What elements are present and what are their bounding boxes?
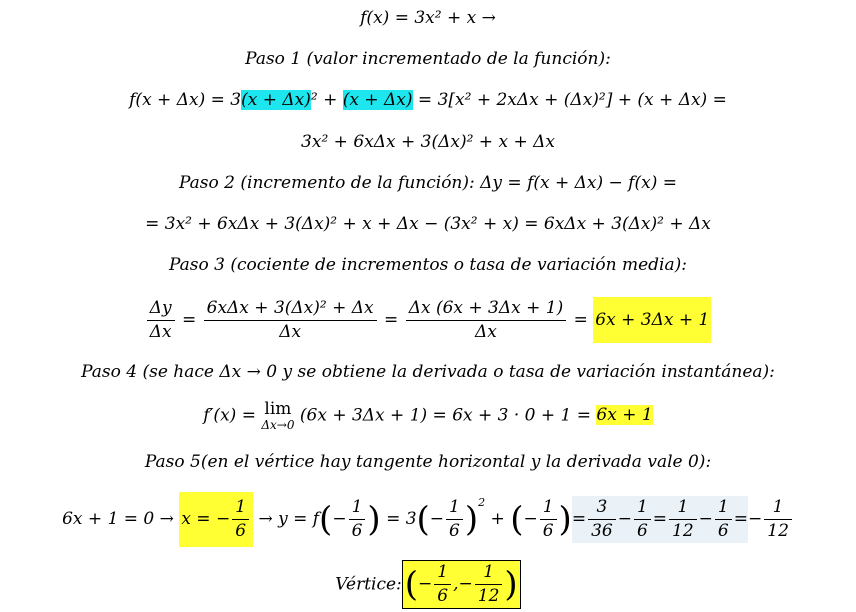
limit-expression: (6x + 3Δx + 1) = 6x + 3 · 0 + 1 =: [299, 405, 592, 426]
eq1-part-c: ² +: [310, 90, 343, 110]
exponent: 2: [478, 495, 486, 509]
equals-sign: =: [384, 309, 399, 330]
paren-open: (: [416, 499, 430, 540]
equation-step-1-expanded: [0, 132, 856, 152]
result-chain: [572, 496, 748, 543]
paren-close: ): [558, 499, 572, 540]
fraction-denominator: Δx: [149, 321, 172, 342]
fraction-denominator: 6: [449, 520, 460, 541]
x-value-highlight: [179, 492, 253, 547]
fraction-one-sixth: [434, 561, 451, 608]
fraction-numerator: 1: [475, 561, 503, 585]
vertex-label: Vértice:: [335, 574, 402, 595]
fraction-one-twelfth: [669, 496, 697, 543]
step-2-text: Paso 2 (incremento de la función): Δy = f(x + Δx) − f(x) =: [179, 173, 677, 193]
fraction-factored: [406, 297, 567, 344]
equals-sign: =: [571, 508, 587, 529]
fraction-one-twelfth: [475, 561, 503, 608]
fraction-numerator: Δx (6x + 3Δx + 1): [406, 297, 567, 321]
step-2-heading: [0, 173, 856, 193]
fraction-denominator: 6: [351, 520, 363, 541]
equation-function: [0, 8, 856, 28]
x-equals: x = −: [181, 508, 231, 529]
equation-step-3: [0, 297, 856, 344]
fraction-numerator: 1: [764, 496, 792, 520]
fraction-one-sixth: [349, 496, 366, 543]
fraction-numerator: 1: [446, 496, 463, 520]
fraction-numerator: 1: [540, 496, 557, 520]
paren-open: (: [404, 564, 419, 605]
step-3-heading: [0, 255, 856, 275]
step-4-heading: [0, 362, 856, 382]
fraction-one-sixth: [232, 496, 249, 543]
fraction-denominator: 6: [636, 520, 648, 541]
result-highlight: 6x + 3Δx + 1: [593, 297, 711, 343]
step-1-heading: [0, 49, 856, 69]
equals-sign: =: [652, 508, 668, 529]
fraction-denominator: Δx: [279, 321, 302, 342]
comma: ,: [453, 573, 459, 594]
paren-open: (: [510, 499, 524, 540]
step-5-text: Paso 5(en el vértice hay tangente horizontal y la derivada vale 0):: [144, 452, 712, 472]
fraction-three-thirtysix: [588, 496, 616, 543]
minus-sign: −: [332, 508, 347, 529]
eq1-highlight-1: (x + Δx): [241, 90, 311, 110]
equals-sign: =: [573, 309, 588, 330]
fraction-denominator: 12: [767, 520, 789, 541]
limit-operator: [261, 400, 294, 432]
fraction-denominator: Δx: [475, 321, 497, 342]
plus-sign: +: [490, 508, 505, 529]
step-1-text: Paso 1 (valor incrementado de la función):: [245, 49, 611, 69]
fraction-denominator: 12: [477, 585, 500, 606]
eq6-part-a: 6x + 1 = 0 →: [62, 508, 174, 529]
minus-sign: −: [458, 573, 473, 594]
minus-sign: −: [523, 508, 538, 529]
minus-sign: −: [429, 508, 445, 529]
eq1-highlight-2: (x + Δx): [342, 90, 413, 110]
minus-sign: −: [698, 508, 713, 529]
fraction-numerator: 6xΔx + 3(Δx)² + Δx: [204, 297, 377, 321]
minus-sign: −: [418, 573, 433, 594]
equals-sign: =: [181, 309, 197, 330]
minus-sign: −: [748, 508, 763, 529]
derivative-label: f′(x) =: [203, 405, 256, 426]
fraction-denominator: 6: [717, 520, 729, 541]
derivative-result: 6x + 1: [596, 405, 653, 426]
eq3-text: = 3x² + 6xΔx + 3(Δx)² + x + Δx − (3x² + x) = 6xΔx + 3(Δx)² + Δx: [145, 214, 711, 234]
paren-close: ): [504, 564, 518, 605]
fraction-denominator: 6: [437, 585, 449, 606]
fraction-numerator: 1: [434, 561, 451, 585]
step-4-text: Paso 4 (se hace Δx → 0 y se obtiene la derivada o tasa de variación instantánea):: [81, 362, 775, 382]
fraction-one-twelfth: [764, 496, 792, 543]
fraction-numerator: 1: [669, 496, 697, 520]
eq1-part-e: = 3[x² + 2xΔx + (Δx)²] + (x + Δx) =: [412, 90, 727, 110]
equation-step-5: [0, 492, 856, 547]
equation-text: f(x) = 3x² + x →: [360, 8, 496, 28]
equation-step-2: [0, 214, 856, 234]
eq6-part-b: → y = f: [258, 508, 320, 529]
equation-step-1: [0, 90, 856, 110]
paren-close: ): [464, 499, 479, 540]
limit-text: lim: [264, 399, 292, 419]
step-3-text: Paso 3 (cociente de incrementos o tasa de variación media):: [168, 255, 687, 275]
paren-close: ): [367, 499, 381, 540]
fraction-dy-dx: [147, 297, 175, 344]
equation-step-4: [0, 400, 856, 432]
vertex-result-box: [402, 560, 521, 609]
vertex-line: [0, 560, 856, 609]
limit-subscript: Δx→0: [261, 417, 295, 432]
eq6-part-c: = 3: [386, 508, 417, 529]
fraction-numerator: 1: [715, 496, 732, 520]
eq1-part-a: f(x + Δx) = 3: [129, 90, 242, 110]
fraction-denominator: 6: [542, 520, 554, 541]
eq2-text: 3x² + 6xΔx + 3(Δx)² + x + Δx: [301, 132, 555, 152]
fraction-one-sixth: [446, 496, 463, 543]
fraction-one-sixth: [634, 496, 651, 543]
minus-sign: −: [617, 508, 632, 529]
step-5-heading: [0, 452, 856, 472]
fraction-numerator: 1: [349, 496, 366, 520]
fraction-denominator: 36: [591, 520, 613, 541]
fraction-denominator: 12: [672, 520, 694, 541]
paren-open: (: [319, 499, 333, 540]
fraction-one-sixth: [540, 496, 557, 543]
fraction-numerator: 1: [634, 496, 651, 520]
fraction-numerator: 1: [232, 496, 249, 520]
fraction-expanded: [204, 297, 377, 344]
equals-sign: =: [733, 508, 748, 529]
fraction-numerator: Δy: [147, 297, 175, 321]
fraction-numerator: 3: [588, 496, 616, 520]
fraction-denominator: 6: [235, 520, 247, 541]
fraction-one-sixth: [715, 496, 732, 543]
